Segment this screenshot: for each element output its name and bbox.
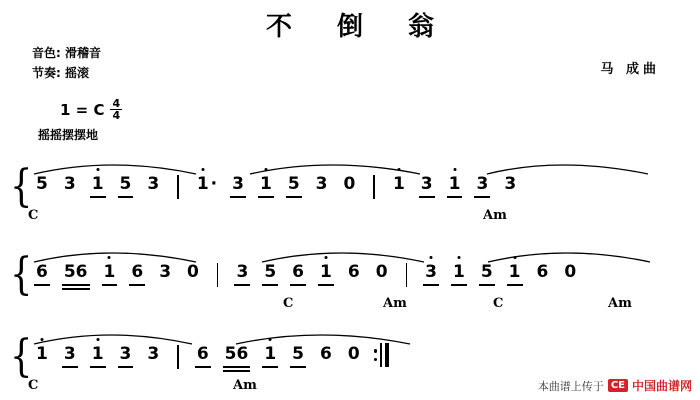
staff-system-1 <box>0 160 700 230</box>
chord-row-2 <box>28 296 688 314</box>
barline <box>177 175 179 199</box>
note: 1 <box>452 262 465 282</box>
note: 3 <box>63 174 76 194</box>
note: 1 · <box>196 174 218 194</box>
note-row-2 <box>28 262 584 294</box>
note: 3 <box>420 174 433 194</box>
note: 3 <box>159 262 172 282</box>
note: 0 <box>564 262 577 282</box>
composer-label: 马 成曲 <box>600 62 660 77</box>
key-text: 1 = C <box>60 100 105 119</box>
footer-credit <box>538 377 692 394</box>
note: 1 <box>508 262 521 282</box>
note: 3 <box>504 174 517 194</box>
note: 3 <box>63 344 76 364</box>
note: 1 <box>103 262 116 282</box>
staff-system-2 <box>0 248 700 318</box>
chord-symbol: Am <box>483 208 507 223</box>
note: 3 <box>147 174 160 194</box>
chord-row-1 <box>28 208 688 226</box>
note-row-3 <box>28 344 389 376</box>
time-denominator: 4 <box>112 109 121 123</box>
note: 56 <box>63 262 88 282</box>
note: 1 <box>259 174 272 194</box>
note: 3 <box>236 262 249 282</box>
note: 3 <box>119 344 132 364</box>
barline <box>177 345 179 369</box>
note: 3 <box>315 174 328 194</box>
note: 0 <box>375 262 388 282</box>
note: 5 <box>287 174 300 194</box>
brace-icon: { <box>10 331 33 382</box>
note: 5 <box>292 344 305 364</box>
note: 5 <box>119 174 132 194</box>
time-numerator: 4 <box>112 97 121 110</box>
rhythm-label: 节奏: 摇滚 <box>32 66 89 80</box>
note: 5 <box>36 174 48 194</box>
note: 5 <box>264 262 277 282</box>
note: 1 <box>91 344 104 364</box>
note: 6 <box>196 344 209 364</box>
chord-symbol: Am <box>383 296 407 311</box>
note-row-1 <box>28 174 524 206</box>
note: 3 <box>232 174 244 194</box>
note: 6 <box>292 262 305 282</box>
chord-symbol: C <box>493 296 504 311</box>
brace-icon: { <box>10 161 33 212</box>
note: 0 <box>347 344 360 364</box>
timbre-label: 音色: 滑稽音 <box>32 46 101 60</box>
site-logo-icon: CE <box>608 379 628 392</box>
expression-marking: 摇摇摆摆地 <box>38 128 99 142</box>
time-signature <box>110 98 122 121</box>
note: 1 <box>36 344 48 364</box>
note: 3 <box>147 344 160 364</box>
repeat-end-icon <box>374 343 389 367</box>
note: 6 <box>536 262 549 282</box>
note: 1 <box>320 262 332 282</box>
note: 0 <box>187 262 199 282</box>
site-name[interactable]: 中国曲谱网 <box>631 379 692 393</box>
note: 1 <box>448 174 461 194</box>
chord-symbol: Am <box>233 378 257 393</box>
brace-icon: { <box>10 249 33 300</box>
chord-symbol: C <box>283 296 294 311</box>
footer-text: 本曲谱上传于 <box>537 379 604 393</box>
augmentation-dot: · <box>210 174 218 194</box>
note: 6 <box>347 262 360 282</box>
note: 1 <box>392 174 405 194</box>
chord-symbol: Am <box>608 296 632 311</box>
note: 0 <box>343 174 356 194</box>
page-title: 不 倒 翁 <box>265 12 453 42</box>
note: 6 <box>320 344 332 364</box>
note: 56 <box>224 344 249 364</box>
note: 6 <box>131 262 144 282</box>
key-signature <box>60 98 122 121</box>
barline <box>373 175 375 199</box>
chord-symbol: C <box>28 378 39 393</box>
note: 5 <box>480 262 493 282</box>
note: 3 <box>476 174 489 194</box>
note: 3 <box>425 262 437 282</box>
note: 1 <box>91 174 104 194</box>
barline <box>217 263 219 287</box>
chord-symbol: C <box>28 208 39 223</box>
note: 1 <box>264 344 277 364</box>
barline <box>406 263 408 287</box>
note: 6 <box>36 262 48 282</box>
